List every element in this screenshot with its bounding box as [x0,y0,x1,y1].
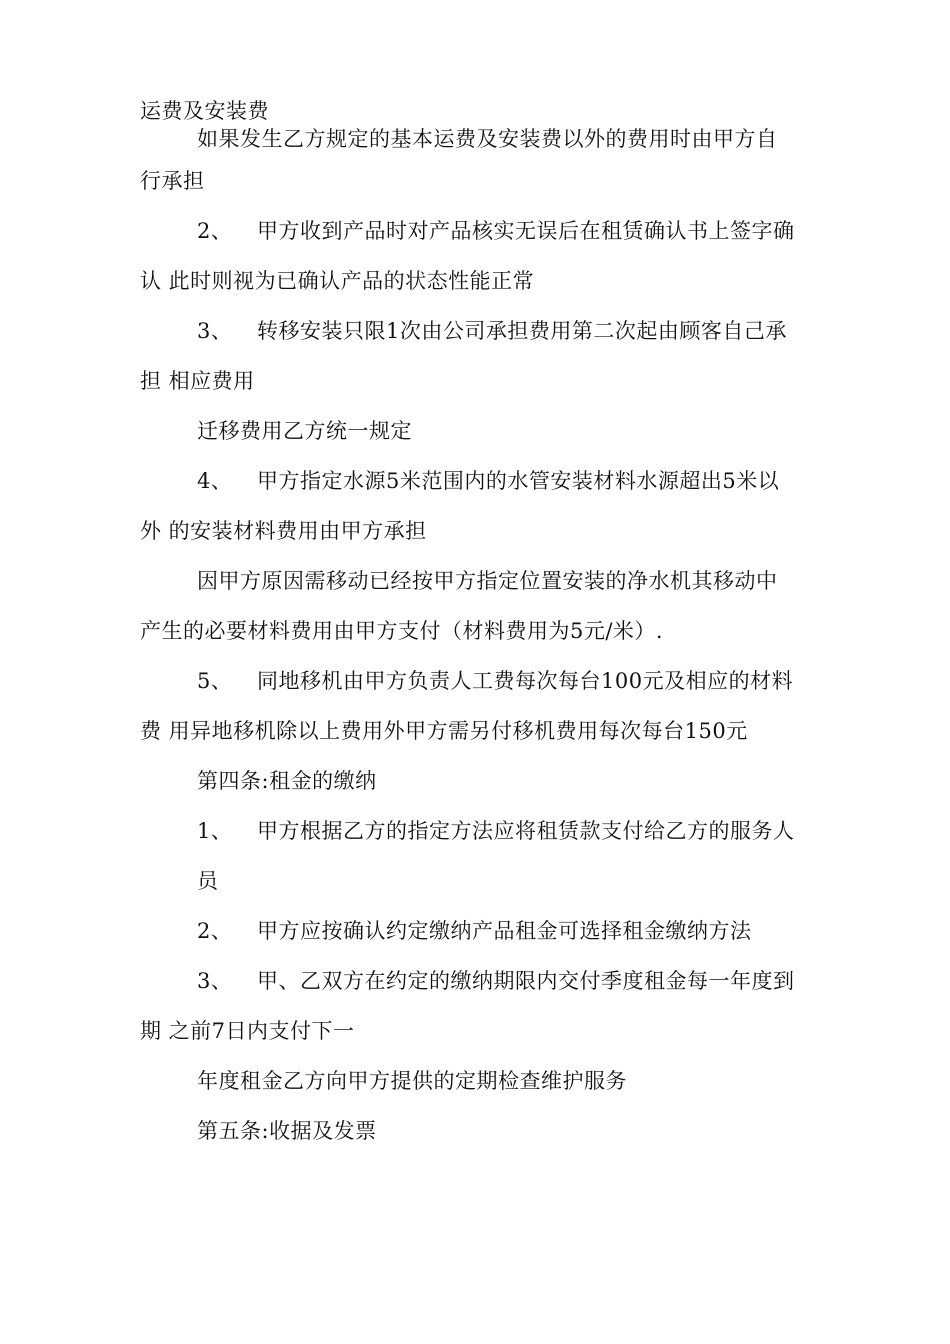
text-line-17 [197,868,219,894]
line-text: 期 之前7日内支付下一 [140,1019,355,1043]
line-text: 产生的必要材料费用由甲方支付（材料费用为5元/米）. [140,619,664,643]
text-line-9 [197,468,779,494]
text-line-19 [197,968,795,994]
text-line-14 [140,718,748,744]
text-line-16 [197,818,795,844]
line-text: 外 的安装材料费用由甲方承担 [140,519,427,543]
line-text: 迁移费用乙方统一规定 [197,419,412,443]
line-text: 员 [197,869,219,893]
text-line-10 [140,518,427,544]
line-text: 如果发生乙方规定的基本运费及安装费以外的费用时由甲方自 [197,127,778,151]
line-text: 年度租金乙方向甲方提供的定期检查维护服务 [197,1069,627,1093]
text-line-22 [197,1118,377,1144]
item-number: 4、 [197,469,233,493]
text-line-2 [197,126,778,152]
text-line-7 [140,368,255,394]
line-text: 因甲方原因需移动已经按甲方指定位置安装的净水机其移动中 [197,569,778,593]
text-line-18 [197,918,752,944]
line-text: 第四条:租金的缴纳 [197,769,377,793]
text-line-1 [140,98,269,124]
line-text: 同地移机由甲方负责人工费每次每台100元及相应的材料 [257,669,794,693]
text-line-3 [140,168,205,194]
line-text: 甲方收到产品时对产品核实无误后在租赁确认书上签字确 [257,219,795,243]
text-line-21 [197,1068,627,1094]
text-line-4 [197,218,795,244]
text-line-12 [140,618,663,644]
text-line-11 [197,568,778,594]
line-text: 甲方指定水源5米范围内的水管安装材料水源超出5米以 [257,469,780,493]
line-text: 担 相应费用 [140,369,255,393]
text-line-15 [197,768,377,794]
item-number: 2、 [197,219,233,243]
item-number: 5、 [197,669,233,693]
line-text: 费 用异地移机除以上费用外甲方需另付移机费用每次每台150元 [140,719,748,743]
text-line-8 [197,418,412,444]
item-number: 3、 [197,319,233,343]
text-line-13 [197,668,793,694]
item-number: 1、 [197,819,233,843]
text-line-6 [197,318,787,344]
line-text: 甲方应按确认约定缴纳产品租金可选择租金缴纳方法 [257,919,752,943]
line-text: 甲方根据乙方的指定方法应将租赁款支付给乙方的服务人 [257,819,795,843]
line-text: 转移安装只限1次由公司承担费用第二次起由顾客自己承 [257,319,787,343]
line-text: 甲、乙双方在约定的缴纳期限内交付季度租金每一年度到 [257,969,795,993]
line-text: 运费及安装费 [140,99,269,123]
line-text: 认 此时则视为已确认产品的状态性能正常 [140,269,535,293]
text-line-5 [140,268,534,294]
line-text: 第五条:收据及发票 [197,1119,377,1143]
item-number: 3、 [197,969,233,993]
text-line-20 [140,1018,355,1044]
line-text: 行承担 [140,169,205,193]
item-number: 2、 [197,919,233,943]
